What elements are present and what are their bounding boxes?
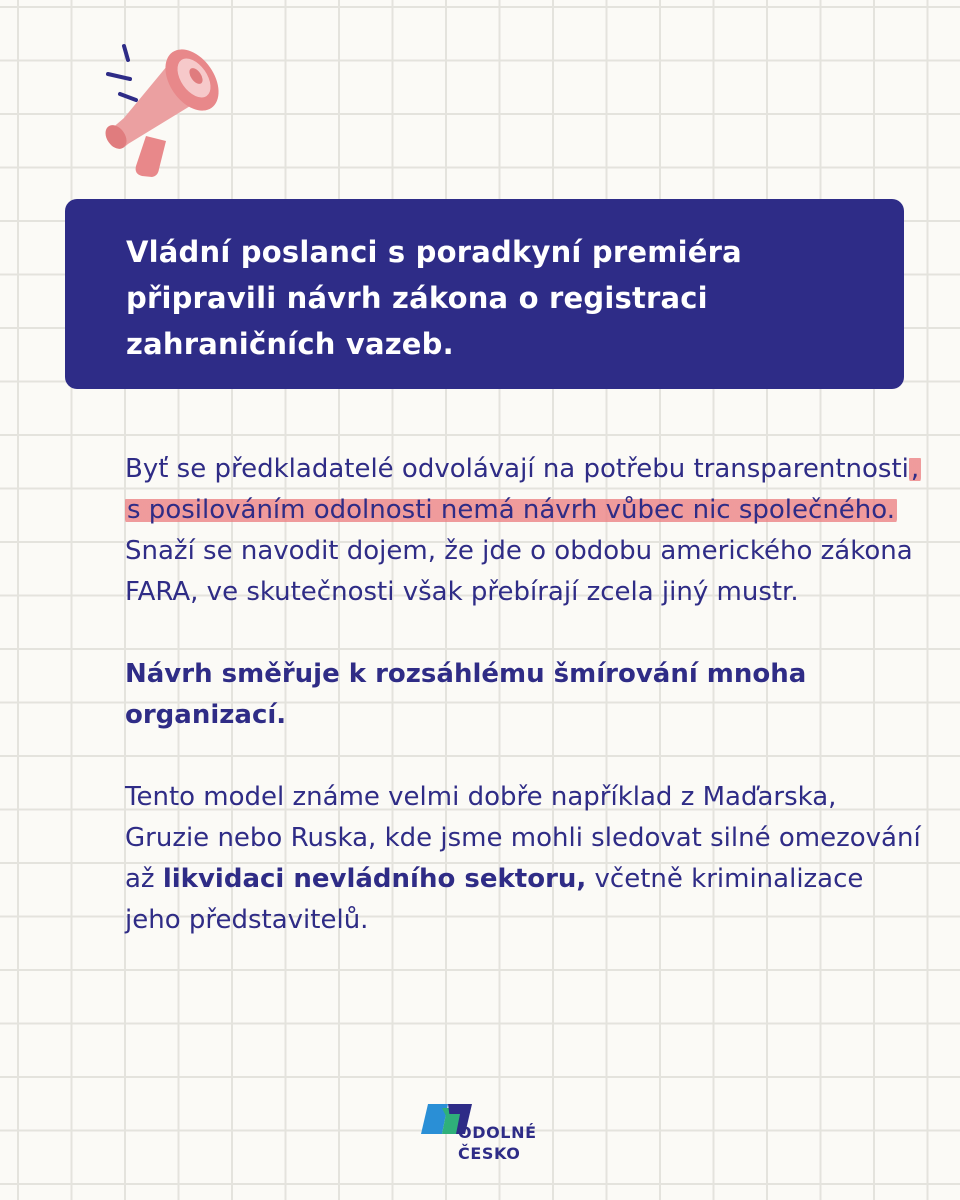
highlighted-phrase: , s posilováním odolnosti nemá návrh vůbec nic společného. — [127, 454, 920, 525]
paragraph-1-continuation: Snaží se navodit dojem, že jde o obdobu amerického zákona FARA, ve skutečnosti však přebírají zcela jiný mustr. — [125, 536, 913, 607]
headline-banner — [65, 199, 904, 389]
paragraph-1 — [125, 449, 925, 613]
paragraph-3-continuation: včetně kriminalizace jeho představitelů. — [125, 864, 864, 935]
article-body — [125, 449, 925, 941]
logo-wordmark — [458, 1122, 537, 1164]
paragraph-2-bold: Návrh směřuje k rozsáhlému šmírování mnoha organizací. — [125, 659, 807, 730]
headline-text: Vládní poslanci s poradkyní premiéra připravili návrh zákona o registraci zahraničních vazeb. — [126, 235, 742, 361]
paragraph-3 — [125, 777, 925, 941]
paragraph-3-bold-phrase: likvidaci nevládního sektoru, — [162, 864, 587, 894]
odolne-cesko-logo — [420, 1102, 550, 1168]
logo-line-1: ODOLNÉ — [458, 1123, 537, 1142]
paragraph-3-text: Tento model známe velmi dobře například z Maďarska, Gruzie nebo Ruska, kde jsme mohli sledovat silné omezování až — [125, 782, 921, 894]
megaphone-icon — [96, 38, 236, 188]
paragraph-1-text: Byť se předkladatelé odvolávají na potřebu transparentnosti — [125, 454, 909, 484]
logo-line-2: ČESKO — [458, 1144, 521, 1163]
